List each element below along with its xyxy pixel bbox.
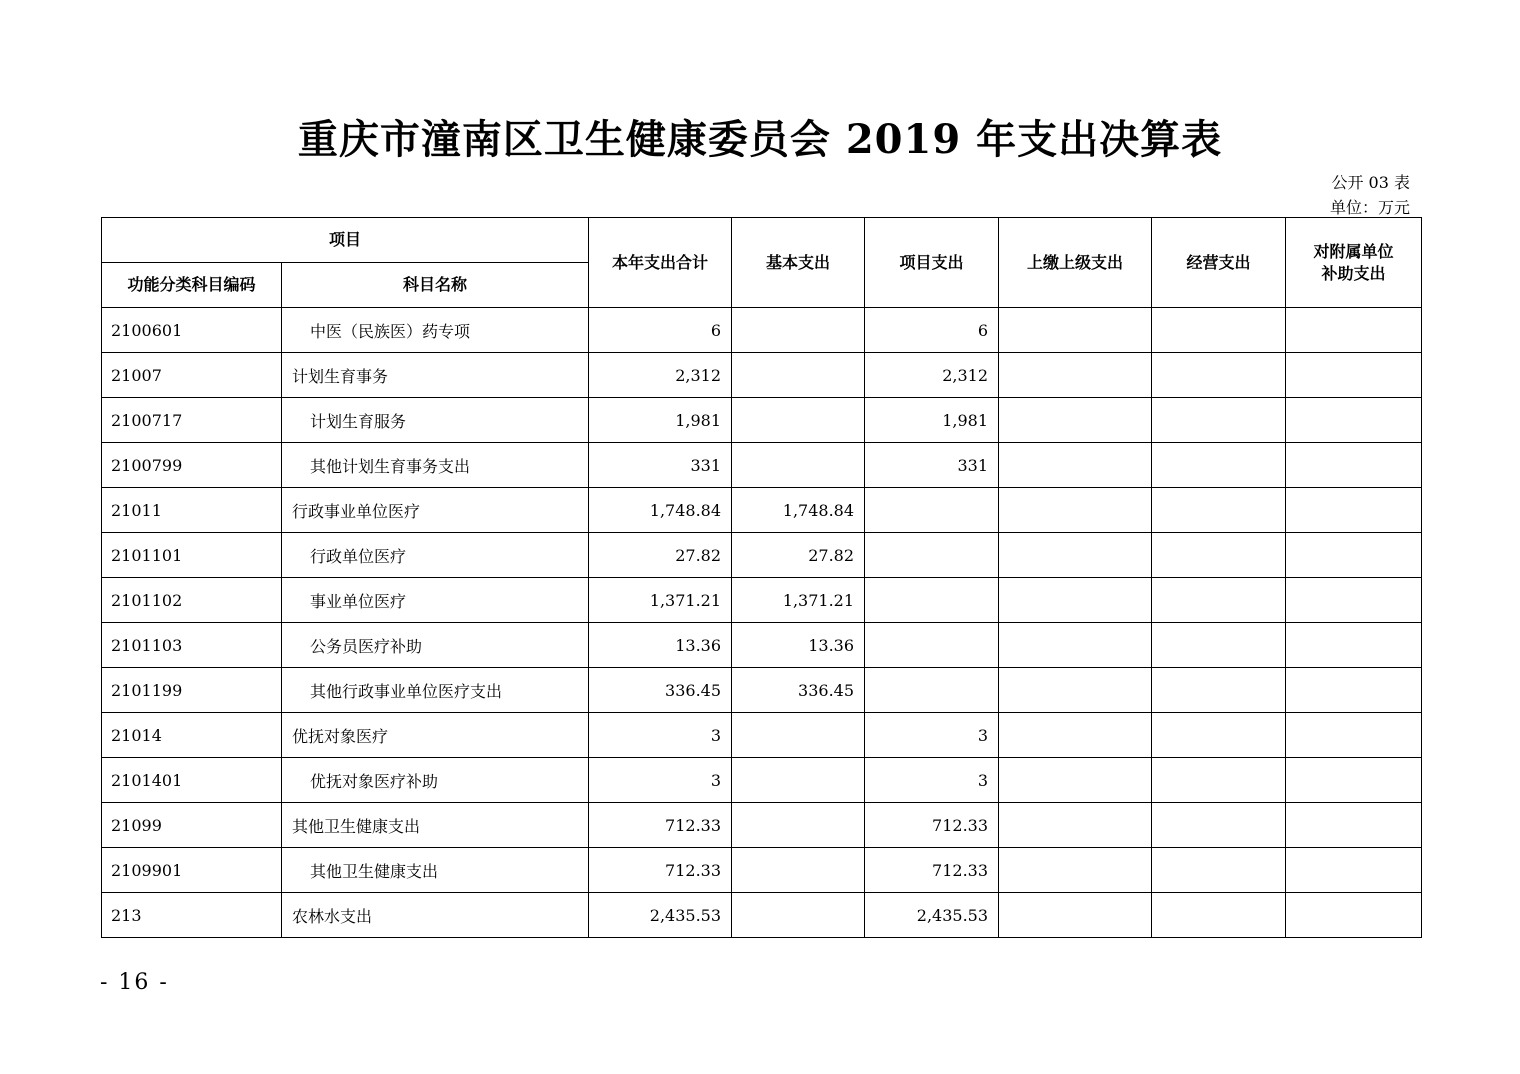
cell-basic xyxy=(732,308,865,353)
cell-project: 3 xyxy=(865,758,999,803)
header-project-expense: 项目支出 xyxy=(865,218,999,308)
cell-subsidy xyxy=(1286,488,1422,533)
cell-basic xyxy=(732,353,865,398)
cell-subsidy xyxy=(1286,398,1422,443)
cell-subsidy xyxy=(1286,578,1422,623)
cell-name: 行政单位医疗 xyxy=(282,533,589,578)
cell-total: 3 xyxy=(589,713,732,758)
table-row xyxy=(102,713,1422,758)
cell-project: 6 xyxy=(865,308,999,353)
cell-total: 1,981 xyxy=(589,398,732,443)
cell-business xyxy=(1152,578,1286,623)
table-row xyxy=(102,758,1422,803)
cell-name: 计划生育事务 xyxy=(282,353,589,398)
header-business: 经营支出 xyxy=(1152,218,1286,308)
table-row xyxy=(102,533,1422,578)
cell-subsidy xyxy=(1286,848,1422,893)
cell-upper xyxy=(999,398,1152,443)
cell-business xyxy=(1152,308,1286,353)
cell-project xyxy=(865,488,999,533)
cell-business xyxy=(1152,398,1286,443)
cell-name: 中医（民族医）药专项 xyxy=(282,308,589,353)
cell-basic xyxy=(732,893,865,938)
cell-subsidy xyxy=(1286,533,1422,578)
cell-upper xyxy=(999,488,1152,533)
cell-code: 2101103 xyxy=(102,623,282,668)
cell-code: 2109901 xyxy=(102,848,282,893)
cell-name: 公务员医疗补助 xyxy=(282,623,589,668)
cell-basic xyxy=(732,803,865,848)
cell-project xyxy=(865,533,999,578)
table-row xyxy=(102,623,1422,668)
table-row xyxy=(102,803,1422,848)
cell-code: 21007 xyxy=(102,353,282,398)
table-row xyxy=(102,443,1422,488)
cell-name: 优抚对象医疗 xyxy=(282,713,589,758)
cell-subsidy xyxy=(1286,893,1422,938)
cell-name: 事业单位医疗 xyxy=(282,578,589,623)
cell-name: 其他行政事业单位医疗支出 xyxy=(282,668,589,713)
table-row xyxy=(102,353,1422,398)
cell-code: 2101102 xyxy=(102,578,282,623)
cell-code: 2101101 xyxy=(102,533,282,578)
cell-upper xyxy=(999,893,1152,938)
cell-total: 27.82 xyxy=(589,533,732,578)
cell-upper xyxy=(999,848,1152,893)
cell-total: 3 xyxy=(589,758,732,803)
cell-total: 13.36 xyxy=(589,623,732,668)
cell-project: 331 xyxy=(865,443,999,488)
cell-project: 712.33 xyxy=(865,803,999,848)
cell-name: 其他卫生健康支出 xyxy=(282,803,589,848)
cell-basic: 27.82 xyxy=(732,533,865,578)
cell-name: 计划生育服务 xyxy=(282,398,589,443)
cell-business xyxy=(1152,488,1286,533)
cell-total: 2,312 xyxy=(589,353,732,398)
cell-code: 2100717 xyxy=(102,398,282,443)
table-row xyxy=(102,398,1422,443)
cell-project xyxy=(865,668,999,713)
table-row xyxy=(102,488,1422,533)
cell-project: 712.33 xyxy=(865,848,999,893)
cell-name: 其他计划生育事务支出 xyxy=(282,443,589,488)
unit-label: 单位：万元 xyxy=(1329,198,1410,217)
cell-upper xyxy=(999,758,1152,803)
cell-upper xyxy=(999,353,1152,398)
table-row xyxy=(102,848,1422,893)
cell-project: 3 xyxy=(865,713,999,758)
cell-code: 21011 xyxy=(102,488,282,533)
header-project: 项目 xyxy=(102,218,589,263)
cell-upper xyxy=(999,803,1152,848)
table-row xyxy=(102,893,1422,938)
cell-total: 1,748.84 xyxy=(589,488,732,533)
cell-total: 712.33 xyxy=(589,848,732,893)
header-total: 本年支出合计 xyxy=(589,218,732,308)
cell-upper xyxy=(999,713,1152,758)
cell-upper xyxy=(999,668,1152,713)
cell-business xyxy=(1152,758,1286,803)
cell-project: 2,312 xyxy=(865,353,999,398)
cell-subsidy xyxy=(1286,443,1422,488)
cell-name: 优抚对象医疗补助 xyxy=(282,758,589,803)
cell-subsidy xyxy=(1286,353,1422,398)
header-subsidy-line2: 补助支出 xyxy=(1321,263,1386,283)
document-title: 重庆市潼南区卫生健康委员会 2019 年支出决算表 xyxy=(297,116,1223,163)
cell-upper xyxy=(999,533,1152,578)
cell-subsidy xyxy=(1286,623,1422,668)
cell-code: 2100601 xyxy=(102,308,282,353)
cell-basic xyxy=(732,713,865,758)
header-subsidy-line1: 对附属单位 xyxy=(1313,241,1394,261)
header-subsidy xyxy=(1286,218,1422,308)
cell-subsidy xyxy=(1286,713,1422,758)
cell-code: 21014 xyxy=(102,713,282,758)
cell-code: 2101199 xyxy=(102,668,282,713)
cell-business xyxy=(1152,353,1286,398)
cell-business xyxy=(1152,713,1286,758)
cell-basic xyxy=(732,443,865,488)
cell-code: 213 xyxy=(102,893,282,938)
header-basic: 基本支出 xyxy=(732,218,865,308)
cell-business xyxy=(1152,533,1286,578)
cell-business xyxy=(1152,848,1286,893)
cell-upper xyxy=(999,578,1152,623)
cell-business xyxy=(1152,893,1286,938)
cell-basic: 1,748.84 xyxy=(732,488,865,533)
page-number: - 16 - xyxy=(100,970,169,995)
cell-code: 2101401 xyxy=(102,758,282,803)
cell-basic: 13.36 xyxy=(732,623,865,668)
cell-basic xyxy=(732,398,865,443)
table-row xyxy=(102,578,1422,623)
cell-basic xyxy=(732,758,865,803)
table-row xyxy=(102,308,1422,353)
cell-basic: 1,371.21 xyxy=(732,578,865,623)
expenditure-table xyxy=(101,217,1422,938)
cell-name: 行政事业单位医疗 xyxy=(282,488,589,533)
cell-total: 331 xyxy=(589,443,732,488)
cell-project: 1,981 xyxy=(865,398,999,443)
cell-name: 其他卫生健康支出 xyxy=(282,848,589,893)
header-code: 功能分类科目编码 xyxy=(102,263,282,308)
cell-subsidy xyxy=(1286,758,1422,803)
cell-business xyxy=(1152,668,1286,713)
header-upper: 上缴上级支出 xyxy=(999,218,1152,308)
cell-subsidy xyxy=(1286,308,1422,353)
cell-basic: 336.45 xyxy=(732,668,865,713)
table-row xyxy=(102,668,1422,713)
cell-code: 2100799 xyxy=(102,443,282,488)
cell-upper xyxy=(999,443,1152,488)
cell-total: 712.33 xyxy=(589,803,732,848)
cell-total: 1,371.21 xyxy=(589,578,732,623)
cell-business xyxy=(1152,803,1286,848)
cell-business xyxy=(1152,443,1286,488)
cell-name: 农林水支出 xyxy=(282,893,589,938)
cell-subsidy xyxy=(1286,803,1422,848)
table-id: 公开 03 表 xyxy=(1331,173,1410,192)
cell-code: 21099 xyxy=(102,803,282,848)
cell-project: 2,435.53 xyxy=(865,893,999,938)
cell-total: 336.45 xyxy=(589,668,732,713)
cell-total: 6 xyxy=(589,308,732,353)
cell-business xyxy=(1152,623,1286,668)
cell-total: 2,435.53 xyxy=(589,893,732,938)
cell-basic xyxy=(732,848,865,893)
cell-project xyxy=(865,623,999,668)
header-name: 科目名称 xyxy=(282,263,589,308)
cell-project xyxy=(865,578,999,623)
cell-upper xyxy=(999,623,1152,668)
cell-subsidy xyxy=(1286,668,1422,713)
cell-upper xyxy=(999,308,1152,353)
